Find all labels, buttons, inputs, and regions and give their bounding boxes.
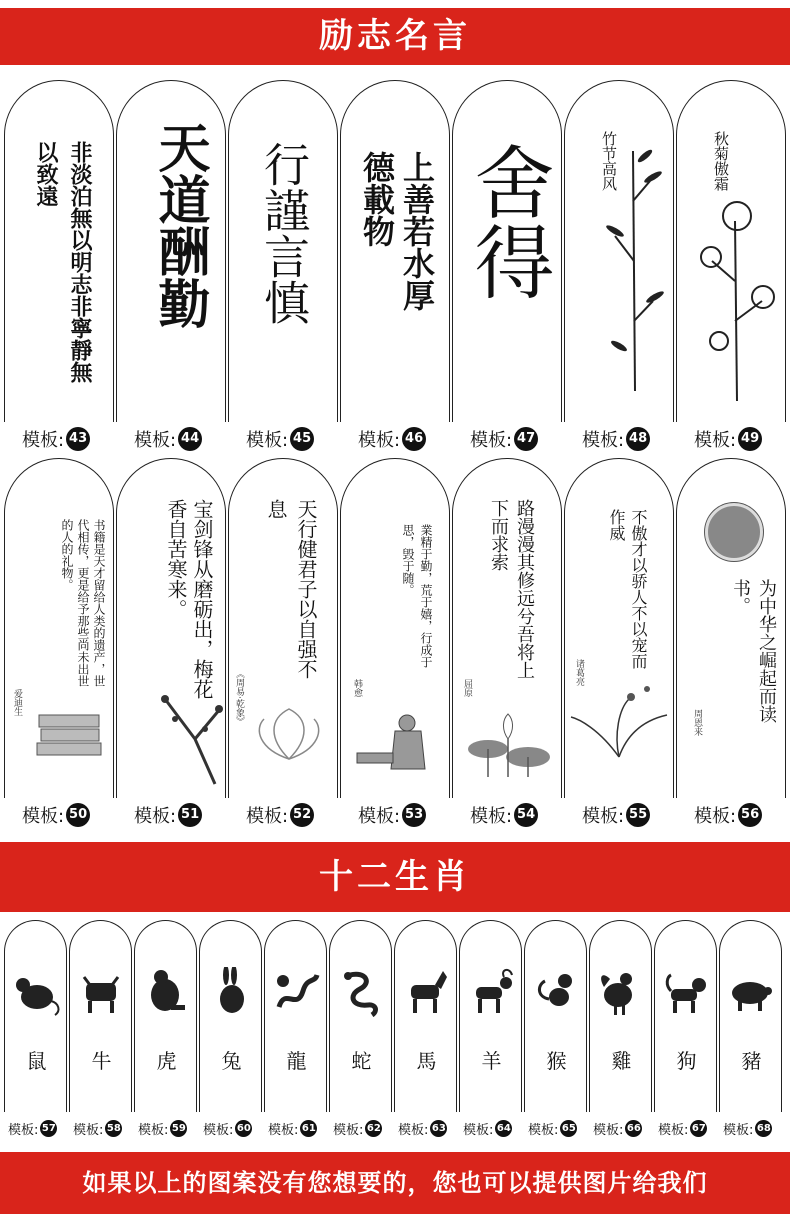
template-card-52[interactable] [228,458,338,798]
tiger-icon [141,967,191,1017]
zodiac-char: 狗 [676,1049,697,1073]
quote-text: 天行健君子以自强不息 [264,499,318,679]
zodiac-char: 兔 [221,1049,242,1073]
zodiac-card-65[interactable] [524,920,587,1112]
zodiac-char: 猴 [546,1049,567,1073]
chrysanthemum-illustration [697,191,777,411]
rooster-icon [596,967,646,1017]
quote-text: 为中华之崛起而读书。 [730,579,777,723]
template-label-45: 模板: 45 [246,426,314,452]
template-label-55: 模板: 55 [582,802,650,828]
zodiac-card-58[interactable] [69,920,132,1112]
template-card-56[interactable] [676,458,786,798]
zodiac-card-68[interactable] [719,920,782,1112]
quote-author: 诸葛亮 [574,659,584,686]
quote-author: 屈原 [462,679,472,697]
template-label-61: 模板: 61 [268,1119,317,1138]
zodiac-char: 豬 [741,1049,762,1073]
template-card-45[interactable] [228,80,338,422]
scholar-illustration [355,709,435,779]
dragon-icon [271,967,321,1017]
template-label-62: 模板: 62 [333,1119,382,1138]
monkey-icon [531,967,581,1017]
rat-icon [11,967,61,1017]
template-card-46[interactable] [340,80,450,422]
zodiac-card-64[interactable] [459,920,522,1112]
lotus-pond-illustration [463,699,553,779]
books-illustration [35,709,105,759]
template-label-58: 模板: 58 [73,1119,122,1138]
template-card-54[interactable] [452,458,562,798]
zodiac-card-60[interactable] [199,920,262,1112]
banner-custom-request: 如果以上的图案没有您想要的，您也可以提供图片给我们 [0,1152,790,1214]
goat-icon [466,967,516,1017]
template-card-43[interactable] [4,80,114,422]
quote-text: 非淡泊無以明志非寧靜無以致遠 [33,141,93,383]
template-label-63: 模板: 63 [398,1119,447,1138]
zodiac-char: 蛇 [351,1049,372,1073]
plum-blossom-illustration [145,679,225,789]
snake-icon [336,967,386,1017]
banner-zodiac: 十二生肖 [0,842,790,912]
portrait-photo [705,503,763,561]
template-card-49[interactable] [676,80,786,422]
orchid-illustration [569,679,669,759]
template-label-56: 模板: 56 [694,802,762,828]
quote-text: 书籍是天才留给人类的遗产，世代相传，更是给予那些尚未出世的人的礼物。 [60,519,106,687]
zodiac-char: 龍 [286,1049,307,1073]
template-label-49: 模板: 49 [694,426,762,452]
zodiac-char: 羊 [481,1049,502,1073]
template-label-52: 模板: 52 [246,802,314,828]
template-card-48[interactable] [564,80,674,422]
template-label-53: 模板: 53 [358,802,426,828]
zodiac-char: 虎 [156,1049,177,1073]
quote-text: 舍得 [461,141,554,301]
dog-icon [661,967,711,1017]
ox-icon [76,967,126,1017]
template-label-67: 模板: 67 [658,1119,707,1138]
quote-text: 宝剑锋从磨砺出，梅花香自苦寒来。 [164,499,214,699]
zodiac-card-59[interactable] [134,920,197,1112]
quote-text: 行謹言慎 [257,141,311,325]
template-label-44: 模板: 44 [134,426,202,452]
quote-author: 韩愈 [352,679,362,697]
zodiac-char: 馬 [416,1049,437,1073]
template-label-50: 模板: 50 [22,802,90,828]
quote-author: 《周易·乾象》 [234,669,244,726]
quote-text: 不傲才以骄人不以宠而作威 [607,509,648,669]
zodiac-card-61[interactable] [264,920,327,1112]
quote-author: 周恩来 [692,709,702,736]
horse-icon [401,967,451,1017]
rabbit-icon [206,967,256,1017]
zodiac-char: 鼠 [26,1049,47,1073]
template-label-54: 模板: 54 [470,802,538,828]
template-label-68: 模板: 68 [723,1119,772,1138]
quote-text: 業精于勤，荒于嬉，行成于思，毁于随。 [401,524,433,668]
template-label-64: 模板: 64 [463,1119,512,1138]
banner-motivational-quotes: 励志名言 [0,8,790,65]
quote-text: 路漫漫其修远兮吾将上下而求索 [488,499,535,679]
template-label-60: 模板: 60 [203,1119,252,1138]
template-card-55[interactable] [564,458,674,798]
zodiac-char: 牛 [91,1049,112,1073]
template-label-66: 模板: 66 [593,1119,642,1138]
quote-text: 竹节高风 [600,131,618,191]
template-label-65: 模板: 65 [528,1119,577,1138]
template-card-47[interactable] [452,80,562,422]
lotus-illustration [249,699,329,769]
zodiac-card-62[interactable] [329,920,392,1112]
template-card-50[interactable] [4,458,114,798]
template-label-43: 模板: 43 [22,426,90,452]
template-label-46: 模板: 46 [358,426,426,452]
bamboo-illustration [605,141,665,401]
zodiac-char: 雞 [611,1049,632,1073]
zodiac-card-57[interactable] [4,920,67,1112]
quote-text: 上善若水厚德載物 [358,151,436,311]
template-label-48: 模板: 48 [582,426,650,452]
zodiac-card-67[interactable] [654,920,717,1112]
quote-text: 天道酬勤 [149,121,210,329]
zodiac-card-66[interactable] [589,920,652,1112]
template-card-44[interactable] [116,80,226,422]
template-label-51: 模板: 51 [134,802,202,828]
quote-author: 爱迪生 [12,689,22,716]
template-label-59: 模板: 59 [138,1119,187,1138]
template-label-57: 模板: 57 [8,1119,57,1138]
template-label-47: 模板: 47 [470,426,538,452]
template-card-51[interactable] [116,458,226,798]
quote-text: 秋菊傲霜 [712,131,730,191]
zodiac-card-63[interactable] [394,920,457,1112]
template-card-53[interactable] [340,458,450,798]
pig-icon [726,967,776,1017]
